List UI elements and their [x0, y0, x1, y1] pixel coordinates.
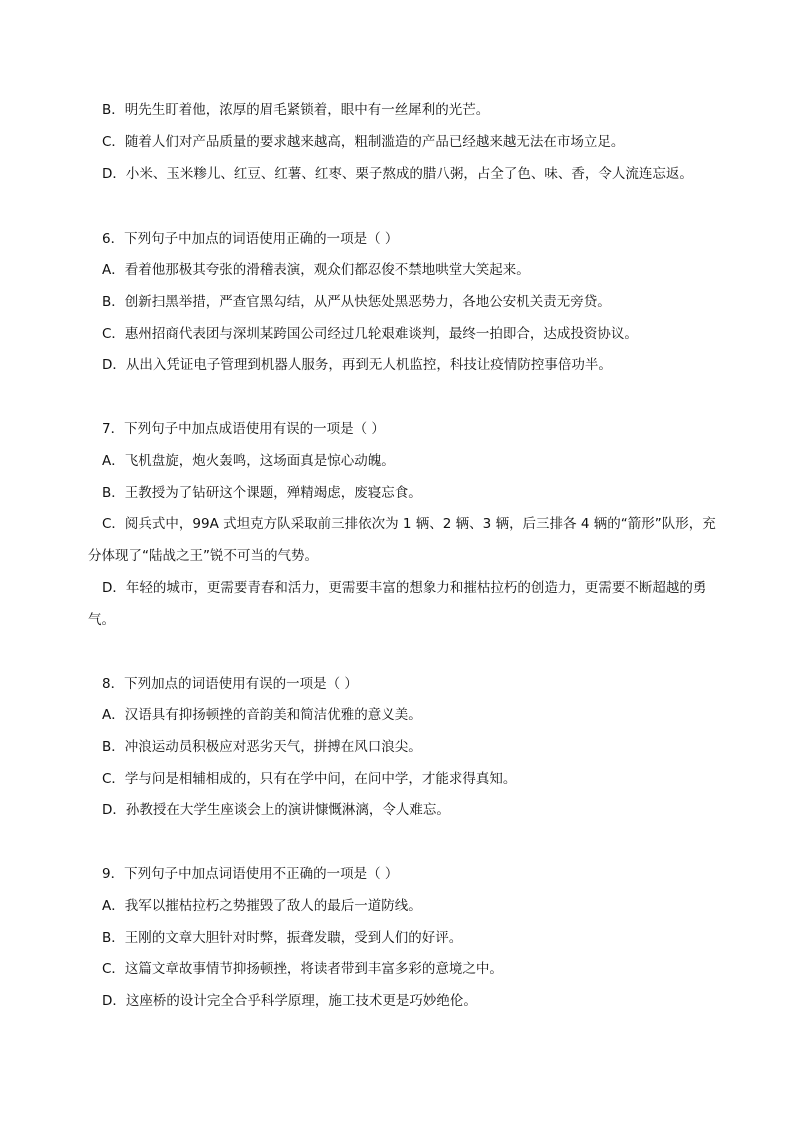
question-8-stem: 8．下列加点的词语使用有误的一项是（ ） [102, 676, 358, 692]
question-6-option-a: A．看着他那极其夸张的滑稽表演，观众们都忍俊不禁地哄堂大笑起来。 [102, 262, 530, 278]
option-d: D．小米、玉米糁儿、红豆、红薯、红枣、栗子熬成的腊八粥，占全了色、味、香，令人流连忘返。 [102, 166, 693, 182]
question-9-option-b: B．王刚的文章大胆针对时弊，振聋发聩，受到人们的好评。 [102, 930, 463, 946]
question-6-option-c: C．惠州招商代表团与深圳某跨国公司经过几轮艰难谈判，最终一拍即合，达成投资协议。 [102, 326, 638, 342]
question-7-option-a: A．飞机盘旋，炮火轰鸣，这场面真是惊心动魄。 [102, 453, 395, 469]
question-6-option-d: D．从出入凭证电子管理到机器人服务，再到无人机监控，科技让疫情防控事倍功半。 [102, 357, 612, 373]
question-7-option-b: B．王教授为了钻研这个课题，殚精竭虑，废寝忘食。 [102, 485, 422, 501]
question-8-option-c: C．学与问是相辅相成的，只有在学中问，在问中学，才能求得真知。 [102, 771, 517, 787]
question-6-stem: 6．下列句子中加点的词语使用正确的一项是（ ） [102, 231, 399, 247]
question-7-option-c-line2: 分体现了“陆战之王”锐不可当的气势。 [88, 548, 318, 564]
question-9-option-a: A．我军以摧枯拉朽之势摧毁了敌人的最后一道防线。 [102, 898, 422, 914]
question-9-option-d: D．这座桥的设计完全合乎科学原理，施工技术更是巧妙绝伦。 [102, 993, 477, 1009]
option-b: B．明先生盯着他，浓厚的眉毛紧锁着，眼中有一丝犀利的光芒。 [102, 102, 490, 118]
question-9-option-c: C．这篇文章故事情节抑扬顿挫，将读者带到丰富多彩的意境之中。 [102, 961, 503, 977]
option-c: C．随着人们对产品质量的要求越来越高，粗制滥造的产品已经越来越无法在市场立足。 [102, 134, 625, 150]
question-8-option-d: D．孙教授在大学生座谈会上的演讲慷慨淋漓，令人难忘。 [102, 802, 450, 818]
question-7-stem: 7．下列句子中加点成语使用有误的一项是（ ） [102, 421, 385, 437]
question-8-option-a: A．汉语具有抑扬顿挫的音韵美和简洁优雅的意义美。 [102, 707, 422, 723]
question-8-option-b: B．冲浪运动员积极应对恶劣天气，拼搏在风口浪尖。 [102, 739, 422, 755]
question-7-option-d-line2: 气。 [88, 612, 115, 628]
question-7-option-d-line1: D．年轻的城市，更需要青春和活力，更需要丰富的想象力和摧枯拉朽的创造力，更需要不断超越的勇 [102, 580, 707, 596]
question-9-stem: 9．下列句子中加点词语使用不正确的一项是（ ） [102, 866, 399, 882]
question-6-option-b: B．创新扫黑举措，严查官黑勾结，从严从快惩处黑恶势力，各地公安机关责无旁贷。 [102, 294, 611, 310]
question-7-option-c-line1: C．阅兵式中，99A 式坦克方队采取前三排依次为 1 辆、2 辆、3 辆，后三排各 4 辆的“箭形”队形，充 [102, 516, 716, 532]
